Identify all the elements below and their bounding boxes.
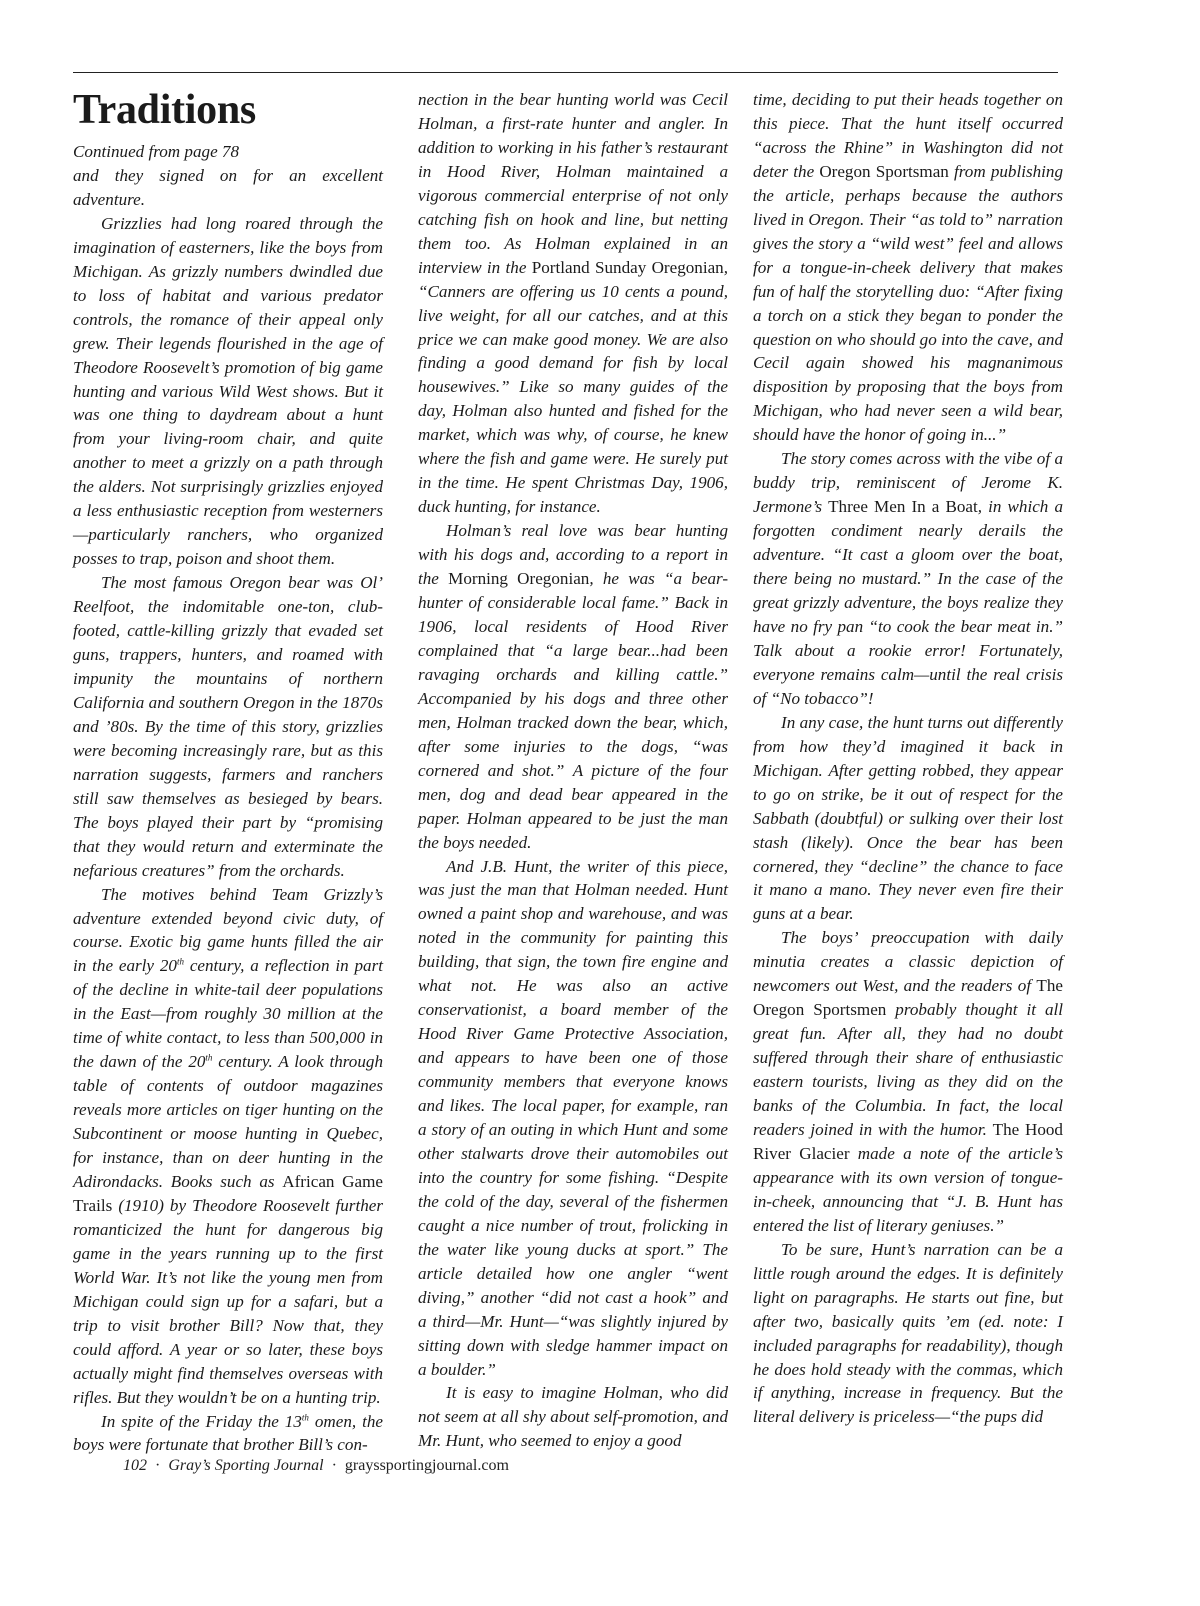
paragraph: The most famous Oregon bear was Ol’ Reelfoot, the indomitable one-ton, club-footed, cattle-killing grizzly that evaded set guns, trappers, hunters, and roamed with impunity the mountains of northern California and southern Oregon in the 1870s and ’80s. By the time of this story, grizzlies were becoming increasingly rare, but as this narration suggests, farmers and ranchers still saw themselves as besieged by bears. The boys played their part by “promising that they would return and exterminate the nefarious creatures” from the orchards.: [73, 573, 383, 880]
footer-separator: ·: [331, 1457, 337, 1474]
paragraph: [418, 519, 728, 854]
magazine-title: The Oregon Sportsmen: [753, 976, 1063, 1020]
ordinal-superscript: th: [176, 956, 184, 967]
paragraph: To be sure, Hunt’s narration can be a little rough around the edges. It is definitely light on paragraphs. He starts out fine, but after two, basically quits ’em (ed. note: I included paragraphs for readability), though he does hold steady with the commas, which if anything, increase in frequency. But the literal delivery is priceless—“the pups did: [753, 1239, 1063, 1427]
text-run: (1910) by Theodore Roosevelt further romanticized the hunt for dangerous big game in the years running up to the first World War. It’s not like the young men from Michigan could sign up for a safari, but a trip to visit brother Bill? Now that, they could afford. A year or so later, these boys actually might find themselves overseas with rifles. But they wouldn’t be on a hunting trip.: [73, 1195, 383, 1407]
text-run: omen, the boys were fortunate that brother Bill’s con-: [73, 1411, 383, 1455]
text-run: The story comes across with the vibe of a buddy trip, reminiscent of Jerome K. Jermone’s: [753, 449, 1063, 517]
text-run: probably thought it all great fun. After all, they had no doubt suffered through their share of enthusiastic eastern tourists, living as they did on the banks of the Columbia. In fact, the local readers joined in with the humor.: [753, 1000, 1063, 1139]
paragraph: [418, 88, 728, 519]
paragraph: [753, 447, 1063, 710]
newspaper-title: Portland Sunday Oregonian: [531, 257, 724, 277]
text-run: The boys’ preoccupation with daily minutia creates a classic depiction of newcomers out West, and the readers of: [753, 928, 1063, 996]
text-run: The motives behind Team Grizzly’s adventure extended beyond civic duty, of course. Exotic big game hunts filled the air in the early 20: [73, 884, 383, 976]
magazine-name: Gray’s Sporting Journal: [168, 1457, 324, 1474]
text-run: made a note of the article’s appearance with its own version of tongue-in-cheek, announcing that “J. B. Hunt has entered the list of literary geniuses.”: [753, 1143, 1063, 1235]
text-run: from publishing the article, perhaps because the authors lived in Oregon. Their “as told to” narration gives the story a “wild west” feel and allows for a tongue-in-cheek delivery that makes fun of half the storytelling duo: “After fixing a torch on a stick they began to ponder the question on who should go into the cave, and Cecil again showed his magnanimous disposition by proposing that the boys from Michigan, who had never seen a wild bear, should have the honor of going in...”: [753, 161, 1063, 445]
website-url: grayssportingjournal.com: [344, 1457, 509, 1474]
article-column-3: [753, 88, 1063, 1429]
text-run: , in which a forgotten condiment nearly derails the adventure. “It cast a gloom over the boat, there being no mustard.” In the case of the great grizzly adventure, the boys realize they have no fry pan “to cook the bear meat in.” Talk about a rookie error! Fortunately, everyone remains calm—until the real crisis of “No tobacco”!: [753, 497, 1063, 708]
paragraph: It is easy to imagine Holman, who did not seem at all shy about self-promotion, and Mr. Hunt, who seemed to enjoy a good: [418, 1383, 728, 1451]
paragraph: and they signed on for an excellent adventure.: [73, 165, 383, 209]
text-run: In spite of the Friday the 13: [101, 1411, 302, 1431]
top-rule: [73, 72, 1058, 73]
paragraph: Grizzlies had long roared through the imagination of easterners, like the boys from Michigan. As grizzly numbers dwindled due to loss of habitat and various predator controls, the romance of their appeal only grew. Their legends flourished in the age of Theodore Roosevelt’s promotion of big game hunting and various Wild West shows. But it was one thing to daydream about a hunt from your living-room chair, and quite another to meet a grizzly on a path through the alders. Not surprisingly grizzlies enjoyed a less enthusiastic reception from westerners—particularly ranchers, who organized posses to trap, poison and shoot them.: [73, 213, 383, 569]
ordinal-superscript: th: [301, 1411, 309, 1422]
newspaper-title: The Hood River Glacier: [753, 1119, 1063, 1163]
newspaper-title: Morning Oregonian: [448, 569, 590, 589]
page-footer: [123, 1457, 509, 1475]
page-number: 102: [123, 1457, 147, 1474]
paragraph: [73, 1410, 383, 1458]
continued-from-note: Continued from page 78: [73, 142, 240, 161]
article-column-1: [73, 88, 383, 1457]
section-title: Traditions: [73, 87, 256, 133]
footer-separator: ·: [155, 1457, 161, 1474]
text-run: century. A look through table of contents of outdoor magazines reveals more articles on tiger hunting on the Subcontinent or moose hunting in Quebec, for instance, than on deer hunting in the Adirondacks. Books such as: [73, 1052, 383, 1191]
text-run: century, a reflection in part of the decline in white-tail deer populations in the East—from roughly 30 million at the time of white contact, to less than 500,000 in the dawn of the 20: [73, 956, 384, 1072]
text-run: , “Canners are offering us 10 cents a pound, live weight, for all our catches, and at this price we can make good money. We are also finding a good demand for fish by local housewives.” Like so many guides of the day, Holman also hunted and fished for the market, which was why, of course, he knew where the fish and game were. He surely put in the time. He spent Christmas Day, 1906, duck hunting, for instance.: [418, 257, 728, 517]
text-run: nection in the bear hunting world was Cecil Holman, a first-rate hunter and angler. In addition to working in his father’s restaurant in Hood River, Holman maintained a vigorous commercial enterprise of not only catching fish on hook and line, but netting them too. As Holman explained in an interview in the: [418, 90, 728, 277]
magazine-title: Oregon Sportsman: [819, 161, 949, 181]
book-title: Three Men In a Boat: [828, 497, 978, 517]
text-run: Holman’s real love was bear hunting with his dogs and, according to a report in the: [418, 521, 728, 589]
paragraph: [73, 883, 383, 1410]
ordinal-superscript: th: [205, 1052, 213, 1063]
text-run: time, deciding to put their heads together on this piece. That the hunt itself occurred “across the Rhine” in Washington did not deter the: [753, 90, 1063, 181]
book-title: African Game Trails: [73, 1171, 383, 1215]
paragraph: [753, 88, 1063, 447]
paragraph: In any case, the hunt turns out differently from how they’d imagined it back in Michigan. After getting robbed, they appear to go on strike, be it out of respect for the Sabbath (doubtful) or sulking over their lost stash (likely). Once the bear has been cornered, they “decline” the chance to face it mano a mano. They never even fire their guns at a bear.: [753, 712, 1063, 924]
text-run: , he was “a bear-hunter of considerable local fame.” Back in 1906, local residents of Hood River complained that “a large bear...had been ravaging orchards and killing cattle.” Accompanied by his dogs and three other men, Holman tracked down the bear, which, after some injuries to the dogs, “was cornered and shot.” A picture of the four men, dog and dead bear appeared in the paper. Holman appeared to be just the man the boys needed.: [418, 569, 729, 852]
paragraph: [753, 926, 1063, 1237]
paragraph: And J.B. Hunt, the writer of this piece, was just the man that Holman needed. Hunt owned a paint shop and warehouse, and was noted in the community for painting this building, that sign, the town fire engine and what not. He was also an active conservationist, a board member of the Hood River Game Protective Association, and appears to have been one of those community members that everyone knows and likes. The local paper, for example, ran a story of an outing in which Hunt and some other stalwarts drove their automobiles out into the country for some fishing. “Despite the cold of the day, several of the fishermen caught a nice number of trout, frolicking in the water like young ducks at sport.” The article detailed how one angler “went diving,” another “did not cast a hook” and a third—Mr. Hunt—“was slightly injured by sitting down with sledge hammer impact on a boulder.”: [418, 856, 728, 1379]
article-column-2: [418, 88, 728, 1453]
